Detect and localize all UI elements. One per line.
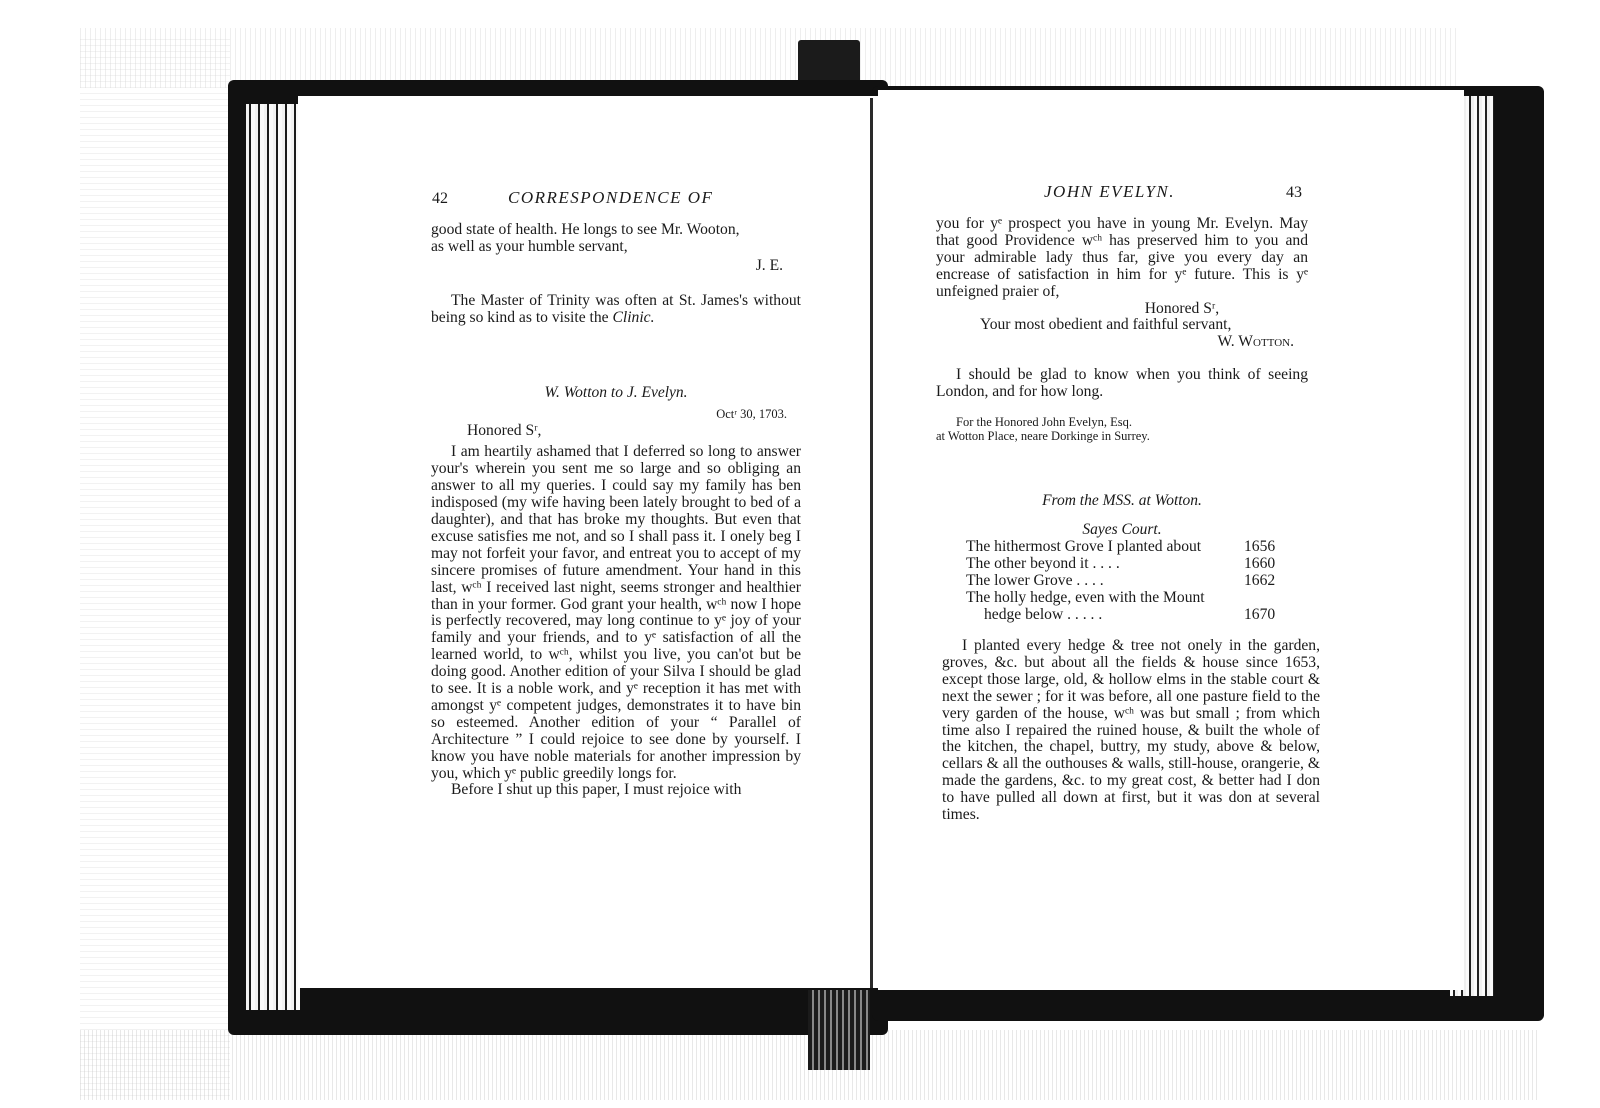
address-line-2: at Wotton Place, neare Dorkinge in Surrey. [936, 429, 1150, 444]
closing-servant: Your most obedient and faithful servant, [980, 316, 1232, 334]
book-spine-bottom [808, 990, 870, 1070]
right-running-head: JOHN EVELYN. [1044, 182, 1175, 201]
grove-row-text: The hithermost Grove I planted about [966, 538, 1202, 555]
left-postscript [431, 293, 801, 327]
left-text-block [431, 222, 801, 799]
grove-row [966, 572, 1296, 589]
letter-last-line: Before I shut up this paper, I must rejoice with [451, 781, 742, 799]
left-page-number: 42 [432, 190, 448, 207]
grove-row [966, 606, 1296, 623]
grove-row-text: hedge below . . . . . [984, 606, 1103, 623]
letter-date: Octʳ 30, 1703. [716, 407, 787, 422]
closing-paragraph: I planted every hedge & tree not onely in the garden, groves, &c. but about all the fields & house since 1653, except those large, old, & hollow elms in the stable court & next the sewer ; for it was before, all one pasture field to the very garden of the house, wᶜʰ was but small ; from which time also I repaired the ruined house, & built the whole of the kitchen, the chapel, buttry, my study, above & below, cellars & all the outhouses & walls, still-house, orangerie, & made the gardens, &c. to my great cost, & better had I don to have pulled all down at first, but it was don at several times. [942, 637, 1320, 824]
salutation: Honored Sʳ, [467, 422, 542, 440]
grove-row [966, 589, 1296, 606]
continuation-text: you for yᵉ prospect you have in young Mr. Evelyn. May that good Providence wᶜʰ has preserved him to you and your admirable lady thus far, give you every day an encrease of satisfaction in him for yᵉ future. This is yᵉ unfeigned praier of, [936, 215, 1308, 300]
section-subtitle: Sayes Court. [1082, 520, 1162, 538]
left-postscript-text: The Master of Trinity was often at St. James's without being so kind as to visite the [431, 291, 801, 326]
scan-noise-left [80, 36, 230, 1096]
left-postscript-italic: Clinic. [612, 308, 655, 326]
grove-row [966, 538, 1296, 555]
closing-name: W. Wotton. [1217, 333, 1294, 351]
grove-row-text: The lower Grove . . . . [966, 572, 1104, 589]
grove-row-year: 1662 [1244, 572, 1276, 589]
page-edges-left [246, 104, 300, 1010]
right-postscript: I should be glad to know when you think of seeing London, and for how long. [936, 366, 1308, 401]
grove-table [966, 538, 1296, 623]
grove-row-text: The holly hedge, even with the Mount [966, 589, 1205, 606]
grove-row-year: 1656 [1244, 538, 1276, 555]
grove-row-year: 1660 [1244, 555, 1276, 572]
address-line-1: For the Honored John Evelyn, Esq. [956, 415, 1133, 430]
right-page [878, 90, 1464, 990]
grove-row [966, 555, 1296, 572]
left-running-head: CORRESPONDENCE OF [508, 188, 714, 207]
scan-noise-top [80, 28, 1460, 88]
signature: J. E. [755, 256, 783, 274]
right-text-block [936, 216, 1308, 539]
section-title: From the MSS. at Wotton. [1042, 492, 1202, 510]
gutter-line [870, 98, 873, 988]
closing-paragraph-block [942, 638, 1320, 824]
grove-row-year: 1670 [1244, 606, 1276, 623]
letter-title: W. Wotton to J. Evelyn. [544, 383, 688, 401]
opening-line-2: as well as your humble servant, [431, 237, 628, 255]
letter-body: I am heartily ashamed that I deferred so long to answer your's wherein you sent me so large and so obliging an answer to all my queries. I could say my family has ben indisposed (my wife having been lately brought to bed of a daughter), and that has broke my thoughts. But even that excuse satisfies me not, and so I shall pass it. I onely beg I may not forfeit your favor, and entreat you to accept of my sincere promises of future amendment. Your hand in this last, wᶜʰ I received last night, seems stronger and healthier than in your former. God grant your health, wᶜʰ now I hope is perfectly recovered, may long continue to yᵉ joy of your family and your friends, and to yᵉ satisfaction of all the learned world, to wᶜʰ, whilst you live, you can'ot but be doing good. Another edition of your Silva I should be glad to see. It is a noble work, and yᵉ reception it has met with amongst yᵉ competent judges, demonstrates it to have bin so esteemed. Another edition of your “ Parallel of Architecture ” I could rejoice to see done by yourself. I know you have noble materials for another impression by you, which yᵉ public greedily longs for. [431, 443, 801, 782]
grove-row-text: The other beyond it . . . . [966, 555, 1120, 572]
grove-row-year [1244, 589, 1296, 606]
right-page-number: 43 [1286, 184, 1302, 201]
opening-line-1: good state of health. He longs to see Mr. Wooton, [431, 221, 740, 238]
left-page [298, 96, 878, 988]
closing-honored: Honored Sʳ, [1144, 299, 1220, 317]
